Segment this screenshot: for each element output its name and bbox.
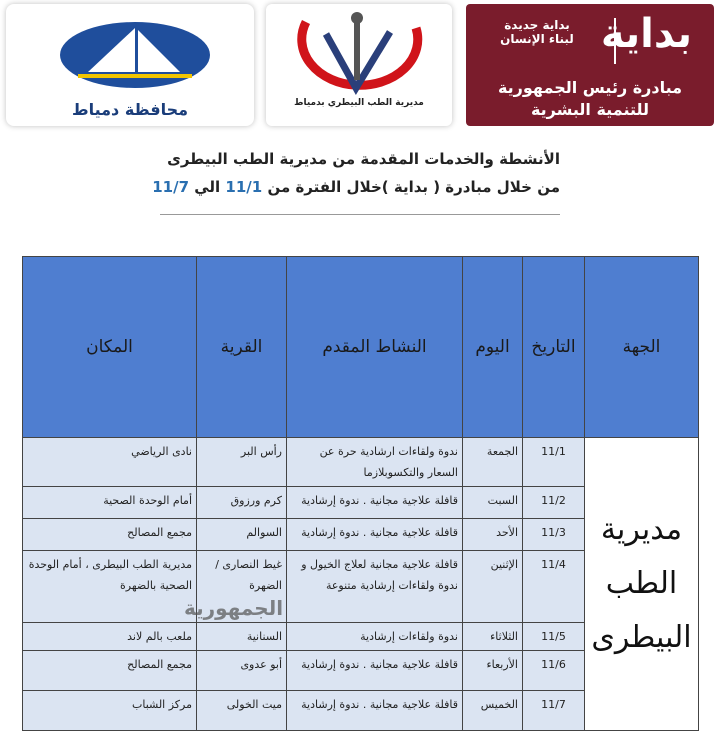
place-cell: مجمع المصالح [23,651,197,691]
day-cell: الجمعة [463,438,523,487]
village-cell: ميت الخولى [197,691,287,731]
village-cell: رأس البر [197,438,287,487]
table-header-row [23,257,699,438]
activity-cell: قافلة علاجية مجانية . ندوة إرشادية [287,519,463,551]
date-cell: 11/5 [523,623,585,651]
governorate-emblem-icon [58,20,212,90]
header-place: المكان [23,257,197,438]
place-cell: أمام الوحدة الصحية [23,487,197,519]
day-cell: الأربعاء [463,651,523,691]
day-cell: الثلاثاء [463,623,523,651]
activity-cell: ندوة ولقاءات إرشادية [287,623,463,651]
date-cell: 11/2 [523,487,585,519]
place-cell: مجمع المصالح [23,519,197,551]
bidaya-line-2: للتنمية البشرية [530,100,650,119]
day-cell: الإثنين [463,551,523,623]
activity-cell: قافلة علاجية مجانية . ندوة إرشادية [287,691,463,731]
header-day: اليوم [463,257,523,438]
village-cell: غيط النصارى /الضهرة [197,551,287,623]
village-cell: السنانية [197,623,287,651]
date-cell: 11/4 [523,551,585,623]
vet-directorate-name: مديرية الطب البيطري بدمياط [294,98,424,108]
watermark: الجمهورية [184,596,284,620]
bidaya-initiative-logo [466,4,714,126]
vet-directorate-logo [266,4,452,126]
header-village: القرية [197,257,287,438]
governorate-logo [6,4,254,126]
entity-cell: مديرية الطب البيطرى [585,438,699,731]
table-row [23,438,699,487]
village-cell: أبو عدوى [197,651,287,691]
activity-cell: قافلة علاجية مجانية . ندوة إرشادية [287,487,463,519]
day-cell: الأحد [463,519,523,551]
subtitle-prefix: من خلال مبادرة ( بداية )خلال الفترة من [262,178,560,196]
village-cell: كرم ورزوق [197,487,287,519]
place-cell: ملعب بالم لاند [23,623,197,651]
bidaya-mark: بداية [600,11,692,57]
header-date: التاريخ [523,257,585,438]
period-from: 11/1 [225,178,263,196]
place-cell: مديرية الطب البيطرى ، أمام الوحدة الصحية بالضهرة [23,551,197,623]
day-cell: الخميس [463,691,523,731]
activity-cell: قافلة علاجية مجانية . ندوة إرشادية [287,651,463,691]
governorate-name: محافظة دمياط [71,100,189,119]
bidaya-line-1: مبادرة رئيس الجمهورية [497,78,683,97]
title-divider [160,214,560,215]
header-entity: الجهة [585,257,699,438]
activity-cell: قافلة علاجية مجانية لعلاج الخيول و ندوة ولقاءات إرشادية متنوعة [287,551,463,623]
header-activity: النشاط المقدم [287,257,463,438]
period-to: 11/7 [152,178,190,196]
place-cell: نادى الرياضي [23,438,197,487]
date-cell: 11/1 [523,438,585,487]
activity-cell: ندوة ولقاءات ارشادية حرة عن السعار والتكسوبلازما [287,438,463,487]
date-cell: 11/6 [523,651,585,691]
document-title: الأنشطة والخدمات المقدمة من مديرية الطب البيطرى [167,150,560,168]
document-subtitle [140,178,560,196]
place-cell: مركز الشباب [23,691,197,731]
village-cell: السوالم [197,519,287,551]
date-cell: 11/3 [523,519,585,551]
date-cell: 11/7 [523,691,585,731]
subtitle-mid: الي [189,178,226,196]
bidaya-tagline: بداية جديدة لبناء الإنسان [500,18,574,46]
day-cell: السبت [463,487,523,519]
activities-table [22,256,698,737]
